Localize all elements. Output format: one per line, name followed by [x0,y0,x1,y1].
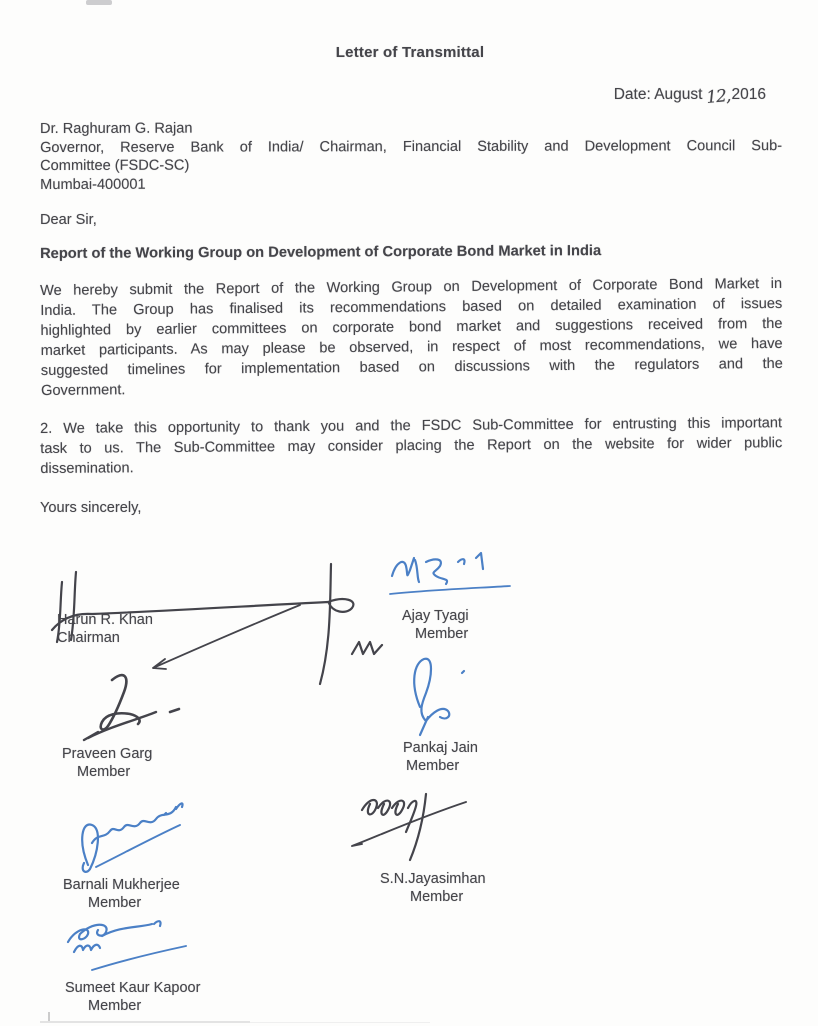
paragraph-line: dissemination. [40,460,134,477]
signatory-name: Harun R. Khan [57,612,153,628]
paragraph-line: Government. [40,382,126,399]
signatory-ajay-tyagi [388,550,528,648]
signatory-role: Member [410,889,464,905]
signatory-name: Sumeet Kaur Kapoor [65,980,201,996]
date-handwritten-day: 12, [705,85,732,108]
paragraph-line: suggested timelines for implementation based on discussions with the regulators and the [40,355,783,379]
recipient-address [40,118,782,194]
recipient-line-committee: Committee (FSDC-SC) [40,157,190,175]
scan-smudge-top [86,0,112,5]
body-paragraph-1 [40,274,783,401]
signatory-barnali-mukherjee [60,795,215,911]
signatory-role: Member [415,626,469,642]
signature-praveen-garg [78,668,198,744]
signatory-name: Pankaj Jain [403,740,478,756]
signatory-name: Praveen Garg [62,746,153,762]
page-title: Letter of Transmittal [335,44,485,61]
signature-sn-jayasimhan [348,788,488,868]
paragraph-line: highlighted by earlier committees on corporate bond market and suggestions received from the [40,315,783,339]
signatory-role: Chairman [57,630,120,646]
date-year: 2016 [731,86,766,103]
signatory-name: Ajay Tyagi [402,608,469,624]
scan-line-bottom-faint [250,1022,430,1023]
paragraph-line: market participants. As may please be observed, in respect of most recommendations, we have [40,335,783,359]
salutation: Dear Sir, [40,212,97,228]
signatory-praveen-garg [60,668,200,784]
signatory-sn-jayasimhan [348,788,503,906]
signatory-role: Member [88,895,142,911]
signatory-name: Barnali Mukherjee [63,877,180,893]
closing-valediction: Yours sincerely, [40,500,142,516]
signature-pankaj-jain [390,655,500,737]
recipient-line-designation: Governor, Reserve Bank of India/ Chairman, Financial Stability and Development Council Sub- [40,137,783,156]
body-paragraph-2 [40,413,782,479]
signatory-role: Member [77,764,131,780]
scan-line-bottom [40,1021,250,1023]
signature-barnali-mukherjee [68,795,208,873]
recipient-line-city: Mumbai-400001 [40,176,146,193]
signature-sumeet-kaur-kapoor [58,918,208,976]
signatory-sumeet-kaur-kapoor [58,918,223,1018]
paragraph-line: 2. We take this opportunity to thank you and the FSDC Sub-Committee for entrusting this important [40,415,783,437]
recipient-line-name: Dr. Raghuram G. Rajan [40,120,193,137]
date-line [613,84,766,108]
paragraph-line: We hereby submit the Report of the Working Group on Development of Corporate Bond Market in [40,275,783,299]
signatory-name: S.N.Jayasimhan [380,871,486,887]
signatory-role: Member [88,998,142,1014]
paragraph-line: task to us. The Sub-Committee may consider placing the Report on the website for wider public [40,435,783,457]
subject-line: Report of the Working Group on Development of Corporate Bond Market in India [40,243,602,262]
signature-ajay-tyagi [388,550,518,600]
date-typed-prefix: Date: August [613,86,703,103]
signatory-role: Member [406,758,460,774]
paragraph-line: India. The Group has finalised its recommendations based on detailed examination of issues [40,295,783,319]
signatory-pankaj-jain [380,655,510,777]
